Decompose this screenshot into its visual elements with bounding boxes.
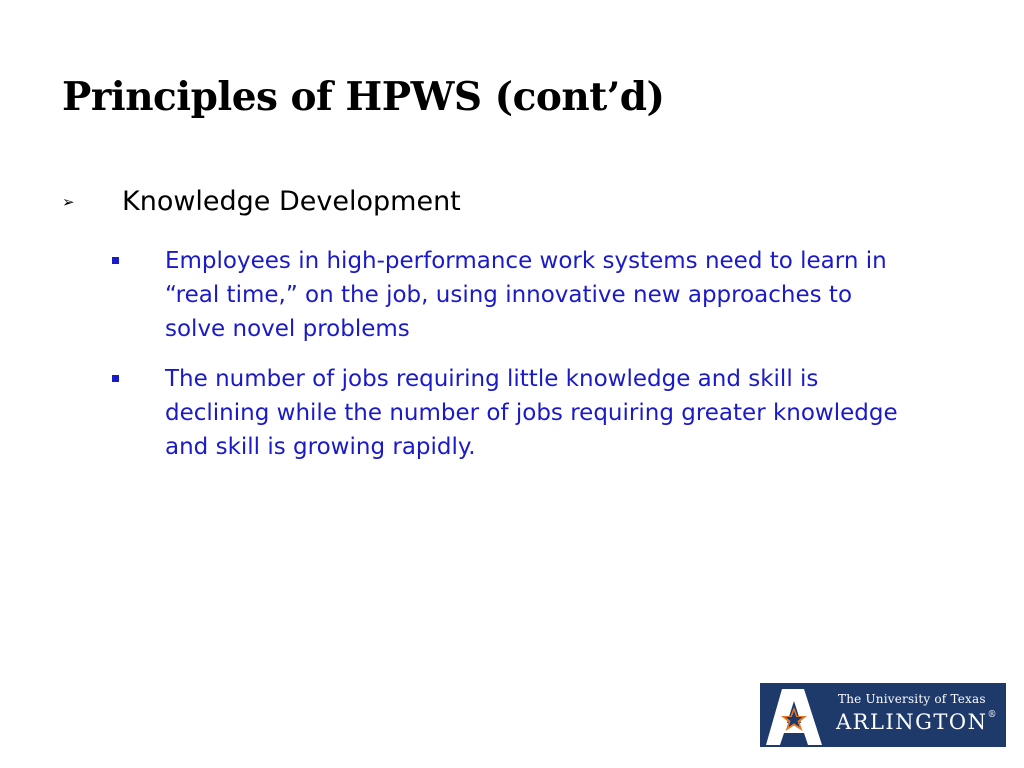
logo-line1: The University of Texas: [838, 692, 986, 706]
bullet-text: The number of jobs requiring little knowledge and skill is declining while the number of jobs requiring greater knowledge and skill is growing rapidly.: [165, 366, 898, 460]
square-bullet-icon: [112, 375, 119, 382]
logo-line2: [836, 710, 996, 734]
arrow-bullet-icon: ➢: [62, 193, 75, 211]
slide-title: Principles of HPWS (cont’d): [62, 74, 665, 120]
uta-a-star-icon: [764, 685, 824, 745]
heading-text: Knowledge Development: [122, 186, 461, 217]
square-bullet-icon: [112, 257, 119, 264]
trademark-symbol: ®: [987, 710, 997, 720]
university-logo: [760, 683, 1006, 747]
bullet-text: Employees in high-performance work systems need to learn in “real time,” on the job, using innovative new approaches to solve novel problems: [165, 248, 887, 342]
logo-wordmark: ARLINGTON: [836, 710, 988, 734]
